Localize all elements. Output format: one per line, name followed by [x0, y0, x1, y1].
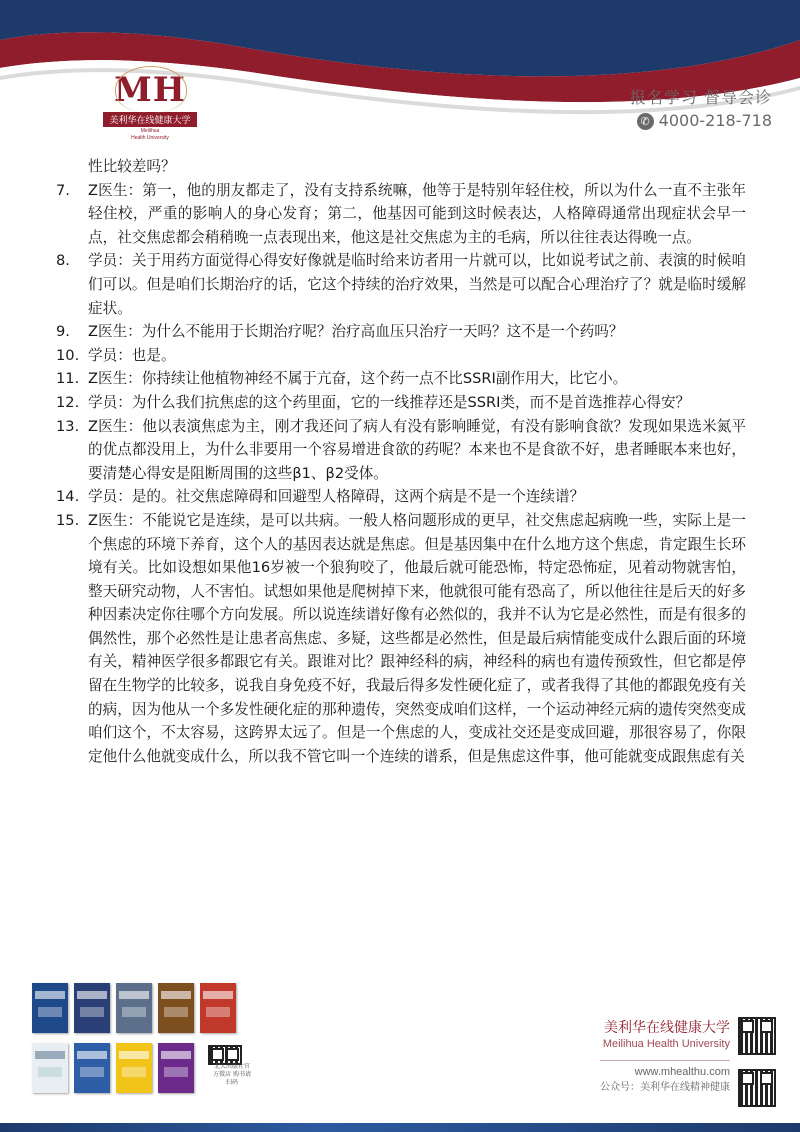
item-number: 10.: [56, 346, 80, 364]
list-item: [56, 367, 746, 391]
header-slogan: 报名学习 督导会诊: [629, 88, 772, 107]
footer-bar: [0, 1123, 800, 1132]
list-item: [56, 344, 746, 368]
book-cover: [116, 1043, 152, 1093]
item-number: 15.: [56, 511, 80, 529]
list-item: [56, 391, 746, 415]
brand-cn: 美利华在线健康大学: [604, 1020, 730, 1036]
book-cover: [158, 983, 194, 1033]
page-footer: [0, 975, 800, 1132]
book-collection: [32, 983, 251, 1113]
book-cover: [32, 1043, 68, 1093]
book-cover: [116, 983, 152, 1033]
item-number: 11.: [56, 370, 80, 388]
item-text: Z医生：你持续让他植物神经不属于亢奋，这个药一点不比SSRI副作用大，比它小。: [88, 370, 628, 388]
item-number: 12.: [56, 393, 80, 411]
item-number: 9.: [56, 323, 70, 341]
footer-brand: [600, 1019, 730, 1094]
brand-en: Meilihua Health University: [602, 1038, 730, 1050]
book-cover: [74, 983, 110, 1033]
book-cover: [74, 1043, 110, 1093]
list-item: [56, 179, 746, 250]
website-qr-code: [738, 1017, 776, 1055]
wechat-account: 公众号：美利华在线精神健康: [600, 1082, 730, 1093]
item-text: 学员：为什么我们抗焦虑的这个药里面，它的一线推荐还是SSRI类，而不是首选推荐心得安？: [88, 393, 691, 411]
item-text: Z医生：第一，他的朋友都走了，没有支持系统嘛，他等于是特别年轻住校，所以为什么一直不主张年轻住校，严重的影响人的身心发育；第二，他基因可能到这时候表达，人格障碍通常出现症状会早一点，社交焦虑都会稍稍晚一点表现出来，他这是社交焦虑为主的毛病，所以往往表达得晚一点。: [88, 181, 746, 246]
list-item: [56, 249, 746, 320]
item-number: 7.: [56, 181, 70, 199]
item-text: 学员：是的。社交焦虑障碍和回避型人格障碍，这两个病是不是一个连续谱？: [88, 488, 585, 506]
header-contact: [630, 87, 772, 133]
logo-ring-ornament: [115, 66, 187, 113]
logo-en-1: Meilihua: [140, 128, 160, 134]
list-item: [56, 509, 746, 769]
book-cover: [200, 983, 236, 1033]
book-cover: [158, 1043, 194, 1093]
store-qr-code: [208, 1045, 242, 1065]
logo-en-2: Health University: [131, 135, 169, 141]
phone-icon: ✆: [637, 113, 654, 130]
item-text: 学员：也是。: [88, 346, 176, 364]
logo-ribbon: 美利华在线健康大学: [103, 112, 196, 127]
qr-caption: 北大出版社官方微店 购书请扫码: [213, 1063, 251, 1086]
transcript-body: [56, 155, 746, 768]
phone-row: [630, 109, 772, 133]
item-number: 8.: [56, 252, 70, 270]
wechat-qr-code: [738, 1069, 776, 1107]
list-item: [56, 485, 746, 509]
list-item: [56, 320, 746, 344]
continuation-line: 性比较差吗？: [88, 158, 176, 175]
phone-number: 4000-218-718: [658, 111, 772, 130]
item-number: 13.: [56, 417, 80, 435]
logo-mark: MH: [114, 70, 186, 110]
logo: [95, 70, 205, 141]
list-item: [56, 415, 746, 486]
book-cover: [32, 983, 68, 1033]
item-text: Z医生：为什么不能用于长期治疗呢？治疗高血压只治疗一天吗？这不是一个药吗？: [88, 323, 624, 341]
item-text: Z医生：不能说它是连续，是可以共病。一般人格问题形成的更早，社交焦虑起病晚一些，实际上是一个焦虑的环境下养育，这个人的基因表达就是焦虑。但是基因集中在什么地方这个焦虑，肯定跟生长环境有关。比如设想如果他16岁被一个狼狗咬了，他最后就可能恐怖，特定恐怖症，见着动物就害怕，整天研究动物，人不害怕。试想如果他是爬树掉下来，他就很可能有恐高了，所以他往往是后天的好多种因素决定你往哪个方向发展。所以说连续谱好像有必然似的，我并不认为它是必然性，而是有很多的偶然性，那个必然性是让患者高焦虑、多疑，这些都是必然性，但是最后病情能变成什么跟后面的环境有关，精神医学很多都跟它有关。跟谁对比？跟神经科的病，神经科的病也有遗传预致性，但它都是停留在生物学的比较多，说我自身免疫不好，我最后得多发性硬化症了，或者我得了其他的都跟免疫有关的病，因为他从一个多发性硬化症的那种遗传，突然变成咱们这样，一个运动神经元病的遗传突然变成咱们这个，不太容易，这跨界太远了。但是一个焦虑的人，变成社交还是变成回避，那很容易了，你限定他什么他就变成什么，所以我不管它叫一个连续的谱系，但是焦虑这件事，他可能就变成跟焦虑有关: [88, 511, 746, 765]
item-text: 学员：关于用药方面觉得心得安好像就是临时给来访者用一片就可以，比如说考试之前、表演的时候咱们可以。但是咱们长期治疗的话，它这个持续的治疗效果，当然是可以配合心理治疗了？就是临时缓解症状。: [88, 252, 746, 317]
page-header: [0, 0, 800, 160]
brand-url[interactable]: www.mhealthu.com: [600, 1060, 730, 1081]
item-text: Z医生：他以表演焦虑为主，刚才我还问了病人有没有影响睡觉，有没有影响食欲？发现如果选米氮平的优点都没用上，为什么非要用一个容易增进食欲的药呢？本来也不是食欲不好，患者睡眠本来也好，要清楚心得安是阻断周围的这些β1、β2受体。: [88, 417, 746, 482]
item-number: 14.: [56, 488, 80, 506]
